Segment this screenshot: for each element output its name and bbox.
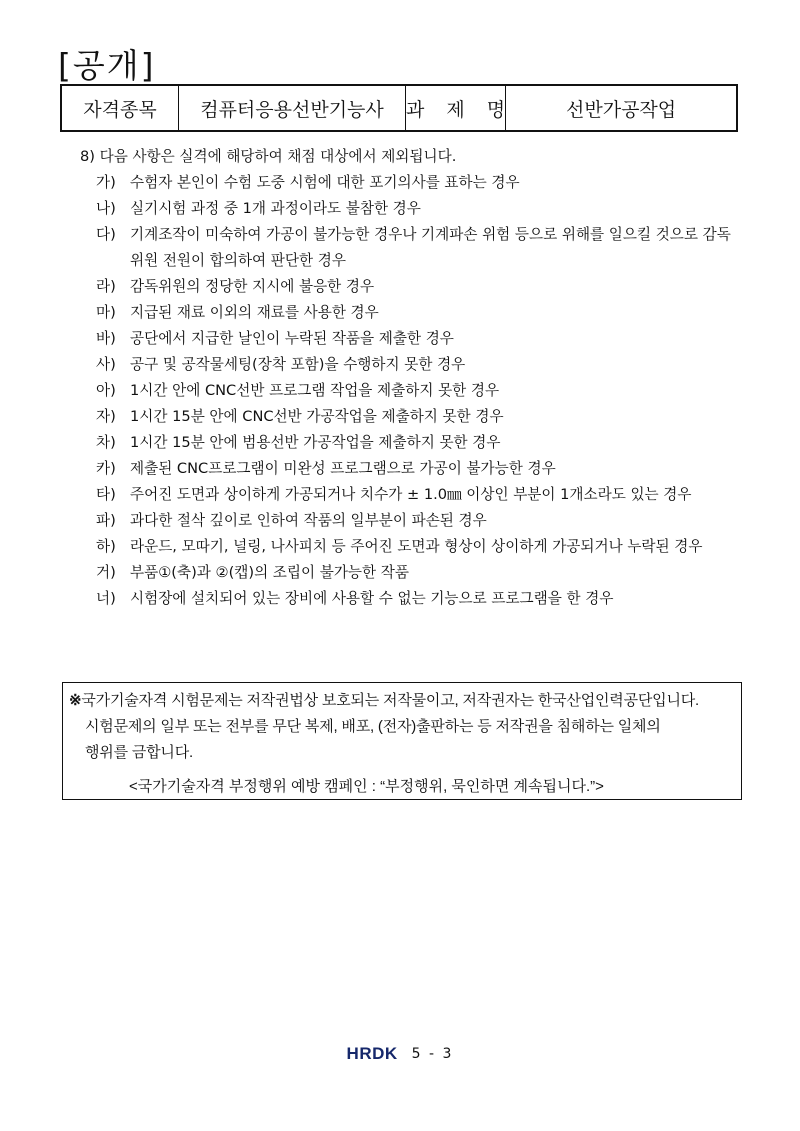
list-item-marker: 타) <box>96 486 116 503</box>
list-item-text: 과다한 절삭 깊이로 인하여 작품의 일부분이 파손된 경우 <box>130 512 487 529</box>
page-label: [공개] <box>58 46 156 85</box>
notice-paragraph <box>69 688 731 766</box>
copyright-notice <box>62 682 742 800</box>
list-item <box>96 274 740 300</box>
list-item-text: 감독위원의 정당한 지시에 불응한 경우 <box>130 278 375 295</box>
section-intro: 8) 다음 사항은 실격에 해당하여 채점 대상에서 제외됩니다. <box>80 148 457 165</box>
notice-campaign: <국가기술자격 부정행위 예방 캠페인 : “부정행위, 묵인하면 계속됩니다.”> <box>129 778 604 795</box>
list-item <box>96 456 740 482</box>
list-item-marker: 가) <box>96 174 116 191</box>
list-item <box>96 222 740 274</box>
list-item-text: 수험자 본인이 수험 도중 시험에 대한 포기의사를 표하는 경우 <box>130 174 520 191</box>
list-item-marker: 하) <box>96 538 116 555</box>
disqualification-section <box>80 144 740 612</box>
list-item-text: 1시간 안에 CNC선반 프로그램 작업을 제출하지 못한 경우 <box>130 382 500 399</box>
notice-mark: ※ <box>69 692 82 709</box>
task-value: 선반가공작업 <box>506 85 737 131</box>
list-item-text: 지급된 재료 이외의 재료를 사용한 경우 <box>130 304 379 321</box>
category-value: 컴퓨터응용선반기능사 <box>179 85 406 131</box>
list-item-marker: 너) <box>96 590 116 607</box>
notice-line3: 행위를 금합니다. <box>85 744 193 761</box>
list-item-text: 실기시험 과정 중 1개 과정이라도 불참한 경우 <box>130 200 421 217</box>
hrdk-logo: HRDK <box>346 1044 398 1063</box>
list-item-text: 시험장에 설치되어 있는 장비에 사용할 수 없는 기능으로 프로그램을 한 경우 <box>130 590 614 607</box>
list-item-marker: 차) <box>96 434 116 451</box>
list-item-text: 주어진 도면과 상이하게 가공되거나 치수가 ± 1.0㎜ 이상인 부분이 1개소라도 있는 경우 <box>130 486 692 503</box>
list-item-marker: 라) <box>96 278 116 295</box>
notice-line2: 시험문제의 일부 또는 전부를 무단 복제, 배포, (전자)출판하는 등 저작권을 침해하는 일체의 <box>85 718 661 735</box>
list-item <box>96 196 740 222</box>
disqualification-list <box>80 170 740 612</box>
list-item <box>96 508 740 534</box>
list-item-marker: 카) <box>96 460 116 477</box>
list-item <box>96 586 740 612</box>
list-item-marker: 사) <box>96 356 116 373</box>
list-item-marker: 나) <box>96 200 116 217</box>
list-item-marker: 바) <box>96 330 116 347</box>
list-item <box>96 378 740 404</box>
list-item-marker: 마) <box>96 304 116 321</box>
list-item-text: 1시간 15분 안에 범용선반 가공작업을 제출하지 못한 경우 <box>130 434 501 451</box>
list-item-marker: 다) <box>96 226 116 243</box>
list-item <box>96 326 740 352</box>
list-item-text: 공단에서 지급한 날인이 누락된 작품을 제출한 경우 <box>130 330 454 347</box>
page-number: 5 - 3 <box>411 1046 454 1062</box>
list-item <box>96 534 740 560</box>
list-item-text: 1시간 15분 안에 CNC선반 가공작업을 제출하지 못한 경우 <box>130 408 504 425</box>
list-item <box>96 170 740 196</box>
list-item <box>96 430 740 456</box>
list-item-marker: 자) <box>96 408 116 425</box>
task-label-text: 과 제 명 <box>406 98 514 121</box>
list-item-text: 라운드, 모따기, 널링, 나사피치 등 주어진 도면과 형상이 상이하게 가공되거나 누락된 경우 <box>130 538 703 555</box>
task-label <box>406 85 514 131</box>
category-label: 자격종목 <box>61 85 179 131</box>
list-item-marker: 거) <box>96 564 116 581</box>
list-item <box>96 560 740 586</box>
list-item-marker: 아) <box>96 382 116 399</box>
page-footer <box>0 1044 800 1064</box>
list-item <box>96 352 740 378</box>
list-item <box>96 404 740 430</box>
list-item <box>96 300 740 326</box>
list-item-text: 부품①(축)과 ②(캡)의 조립이 불가능한 작품 <box>130 564 409 581</box>
notice-line1: 국가기술자격 시험문제는 저작권법상 보호되는 저작물이고, 저작권자는 한국산업인력공단입니다. <box>81 692 700 709</box>
list-item-text: 제출된 CNC프로그램이 미완성 프로그램으로 가공이 불가능한 경우 <box>130 460 556 477</box>
list-item-text: 공구 및 공작물세팅(장착 포함)을 수행하지 못한 경우 <box>130 356 466 373</box>
list-item-text: 기계조작이 미숙하여 가공이 불가능한 경우나 기계파손 위험 등으로 위해를 일으킬 것으로 감독위원 전원이 합의하여 판단한 경우 <box>130 226 731 269</box>
header-table <box>60 84 738 132</box>
list-item-marker: 파) <box>96 512 116 529</box>
list-item <box>96 482 740 508</box>
